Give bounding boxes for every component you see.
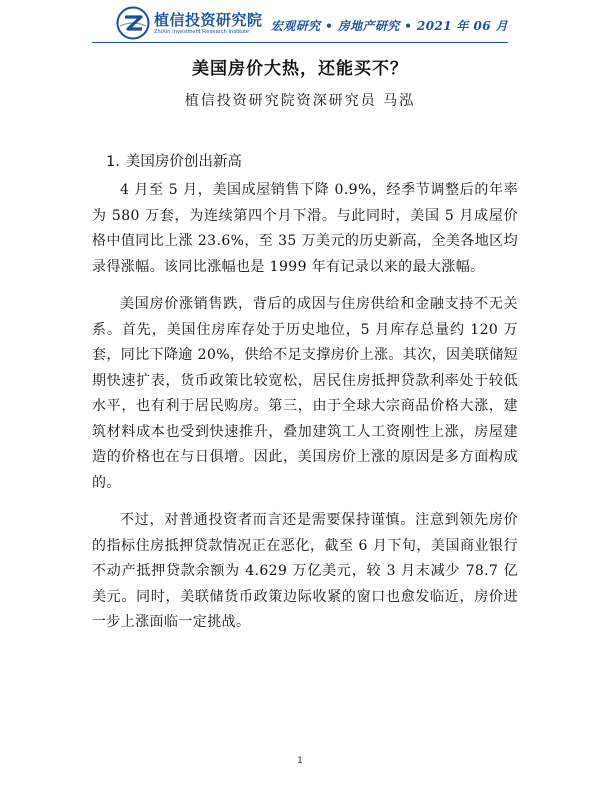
article-author: 植信投资研究院资深研究员 马泓 (184, 93, 416, 109)
article-body (92, 178, 518, 648)
article-title: 美国房价大热，还能买不？ (192, 59, 408, 79)
paragraph: 美国房价涨销售跌，背后的成因与住房供给和金融支持不无关系。首先，美国住房库存处于历史地位，5 月库存总量约 120 万套，同比下降逾 20%，供给不足支撑房价上涨。其次，因美联储短期快速扩表，货币政策比较宽松，居民住房抵押贷款利率处于较低水平，也有利于居民购房。第三，由于全球大宗商品价格大涨，建筑材料成本也受到快速推升，叠加建筑工人工资刚性上涨，房屋建造的价格也在与日俱增。因此，美国房价上涨的原因是多方面构成的。 (92, 296, 518, 491)
paragraph: 4 月至 5 月，美国成屋销售下降 0.9%，经季节调整后的年率为 580 万套，为连续第四个月下滑。与此同时，美国 5 月成屋价格中值同比上涨 23.6%，至 35 万美元的历史新高，全美各地区均录得涨幅。该同比涨幅也是 1999 年有记录以来的最大涨幅。 (92, 182, 518, 275)
section-heading (106, 150, 242, 171)
report-series: 宏观研究 • 房地产研究 • 2021 年 06 月 (270, 19, 508, 33)
section-title: 美国房价创出新高 (125, 154, 242, 170)
logo-name-en: ZhiXin Investment Research Institute (154, 28, 250, 35)
page-number: 1 (297, 756, 303, 766)
institute-logo-icon (116, 6, 150, 40)
header-divider (92, 42, 508, 43)
logo-text (154, 11, 263, 36)
logo-name-cn: 植信投资研究院 (154, 10, 263, 29)
section-number: 1. (106, 154, 120, 170)
institute-logo (116, 6, 263, 40)
paragraph: 不过，对普通投资者而言还是需要保持谨慎。注意到领先房价的指标住房抵押贷款情况正在恶化，截至 6 月下旬，美国商业银行不动产抵押贷款余额为 4.629 万亿美元，较 3 月末减少 78.7 亿美元。同时，美联储货币政策边际收紧的窗口也愈发临近，房价进一步上涨面临一定挑战。 (92, 512, 518, 630)
page-header (0, 0, 600, 44)
